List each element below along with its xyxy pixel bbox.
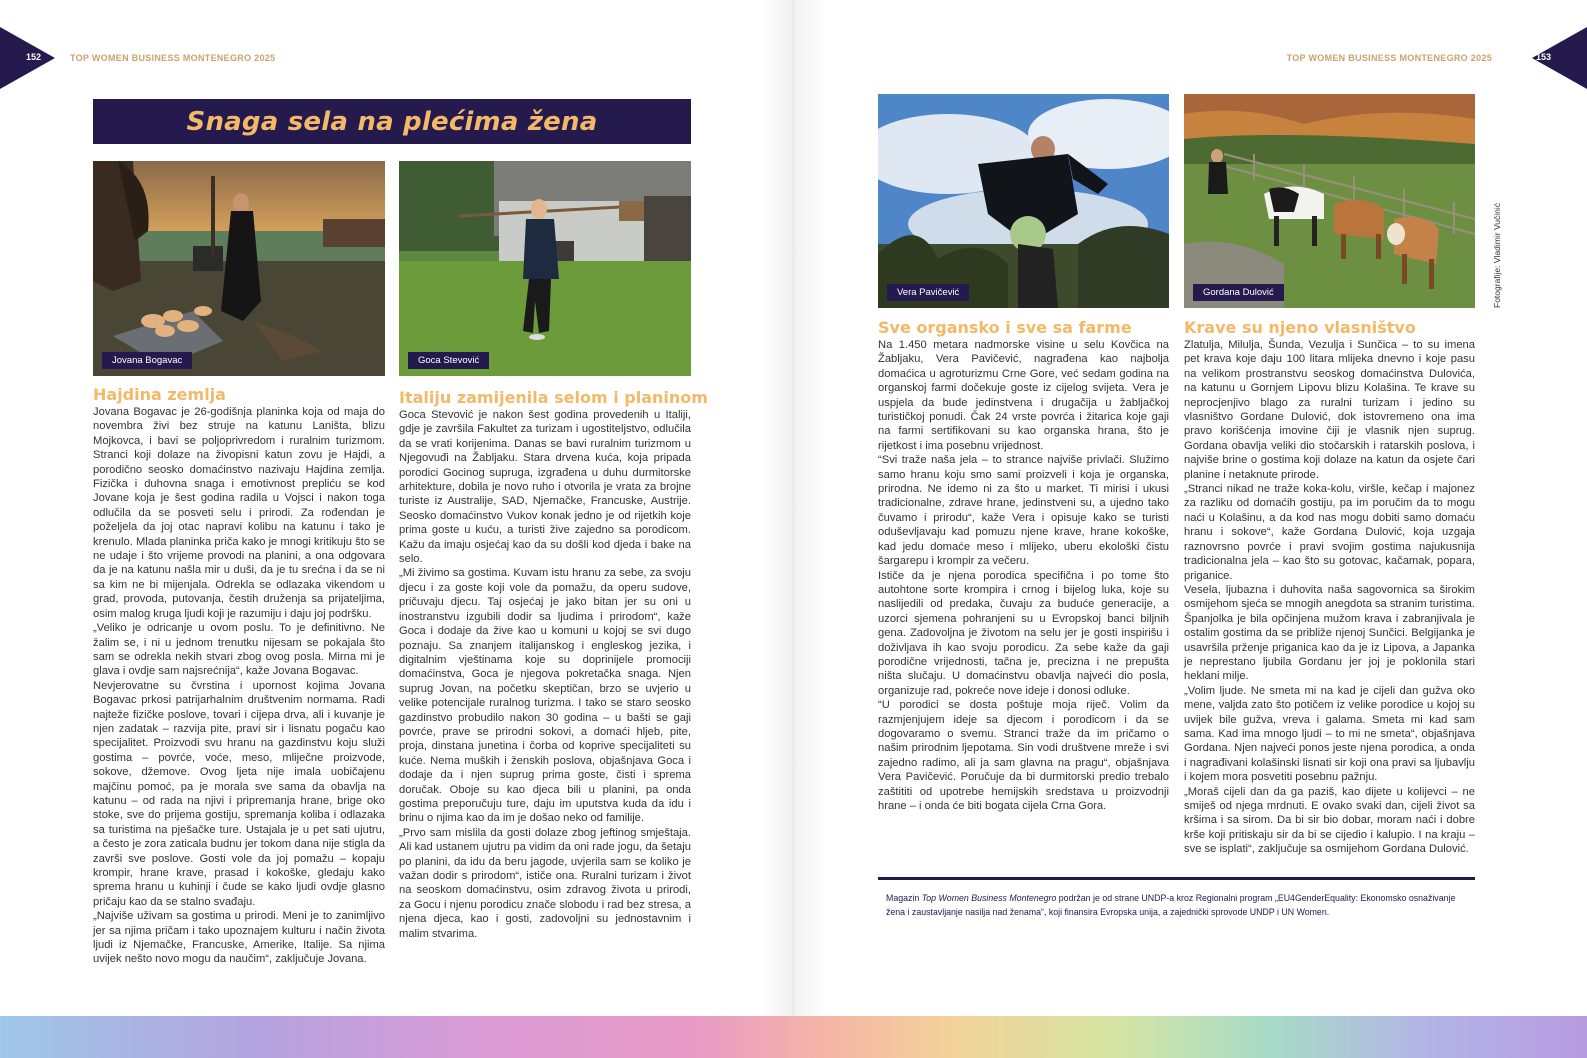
article-paragraph: „Prvo sam mislila da gosti dolaze zbog jeftinog smještaja. Ali kad ustanem ujutru pa vidim da oni rade jogu, da šetaju po planini, da idu da beru jagode, uvjerila sam se koliko je važan dodir s prirodom“, ističe ona. Ruralni turizam i život na seoskom domaćinstvu, osim zdravog života u prirodi, za Gocu i njenu porodicu znače slobodu i rad bez stresa, a njena djeca, kao i gosti, zadovoljni su jednostavnim i malim stvarima. bbox=[399, 826, 691, 940]
footnote-divider bbox=[878, 877, 1475, 880]
article-paragraph: Zlatulja, Milulja, Šunda, Vezulja i Sunčica – to su imena pet krava koje daju 100 litara mlijeka dnevno i koje pasu na velikom prostranstvu seoskog domaćinstva Dulovića, na katunu u Gornjem Lipovu blizu Kolašina. Te krave su neprocjenjivo blago za ruralni turizam i jedino su vlasništvo Gordane Dulović, dok istovremeno ona ima pravo korišćenja imovine čiji je vlasnik njen suprug. Gordana obavlja veliki dio stočarskih i ratarskih poslova, i najviše brine o gostima koji dolaze na katun da osjete čari planine i netaknute prirode. bbox=[1184, 339, 1475, 481]
article-title-bar bbox=[93, 99, 691, 144]
article-krave-su-njeno bbox=[1184, 319, 1475, 857]
photo-credit bbox=[1480, 200, 1502, 310]
article-italiju-zamijenila bbox=[399, 388, 708, 941]
footnote-text: podržan je od strane UNDP-a kroz Regionalni program „EU4GenderEquality: Ekonomsko osnaživanje žena i zaustavljanje nasilja nad ženama“, koji finansira Evropska unija, a zajednički sprovode UNDP i UN Women. bbox=[886, 893, 1456, 917]
article-paragraph: „Stranci nikad ne traže koka-kolu, viršle, kečap i majonez za razliku od domaćih gostiju, pa im poručim da to mogu naći u Kolašinu, a da kod nas mogu dobiti samo domaću hranu i sokove“, kaže Gordana Dulović, koja uzgaja raznovrsno povrće i pravi svojim gostima najukusnija tradicionalna jela – kao što su gotovac, kačamak, popara, priganice. bbox=[1184, 483, 1475, 582]
footnote-prefix: Magazin bbox=[886, 893, 922, 903]
article-heading: Krave su njeno vlasništvo bbox=[1184, 318, 1416, 337]
article-heading: Hajdina zemlja bbox=[93, 385, 226, 404]
article-heading: Italiju zamijenila selom i planinom bbox=[399, 388, 708, 407]
photo-caption: Goca Stevović bbox=[408, 352, 489, 369]
article-paragraph: Nevjerovatne su čvrstina i upornost kojima Jovana Bogavac prkosi patrijarhalnim društvenim normama. Radi najteže fizičke poslove, tovari i cijepa drva, ali i kuvanje je njen zadatak – razvija pite, pravi sir i lisnatu pogaču kao specijalitet. Proizvodi svu hranu na gazdinstvu koju služi gostima – povrće, voće, meso, mliječne proizvode, sokove, džemove. Ovog ljeta nije imala uobičajenu majčinu pomoć, pa je morala sve sama da obavlja na katunu – od rada na njivi i pripremanja hrane, brige oko stoke, sve do prijema gostiju, spremanja koliba i odlazaka sa turistima na pješačke ture. Ustajala je u pet sati ujutru, a često je zora zaticala budnu jer tokom dana nije stigla da završi sve poslove. Gosti vole da joj pomažu – kopaju krompir, hrane krave, prasad i kokoške, gledaju kako sprema hranu u kuhinji i čude se kako ljudi ovdje glasno pričaju kao da se stalno svađaju. bbox=[93, 679, 385, 908]
footnote-magazine-name: Top Women Business Montenegro bbox=[921, 893, 1057, 903]
footnote bbox=[886, 892, 1471, 919]
article-paragraph: Goca Stevović je nakon šest godina provedenih u Italiji, gdje je završila Fakultet za turizam i ugostiteljstvo, odlučila da se vrati korijenima. Danas se bavi ruralnim turizmom u Njegovuđi na Žabljaku. Stara drvena kuća, koja pripada porodici Gocinog supruga, izgrađena u duhu durmitorske arhitekture, dobila je novo ruho i otvorila je vrata za brojne turiste iz Australije, SAD, Njemačke, Francuske, Austrije. Seosko domaćinstvo Vukov konak jedno je od rijetkih koje prima goste u kuću, a turisti žive zajedno sa porodicom. Kažu da imaju osjećaj kao da su došli kod djeda i bake na selo. bbox=[399, 409, 691, 566]
article-paragraph: Ističe da je njena porodica specifična i po tome što autohtone sorte krompira i crnog i bijelog luka, koje su naslijedili od predaka, čuvaju za buduće generacije, a uzorci sjemena pohranjeni su u Evropskoj banci biljnih gena. Zadovoljna je životom na selu jer je gosti inspirišu i doživljava ih kao svoju porodicu. Za sebe kaže da gaji porodične vrijednosti, tačna je, precizna i ne prepušta ništa slučaju. U domaćinstvu obavlja najveći dio posla, organizuje rad, pokreće nove ideje i donosi odluke. bbox=[878, 569, 1169, 697]
photo-credit-text: Fotografije: Vladimir Vučinić bbox=[1492, 202, 1502, 308]
photo-gordana-dulovic bbox=[1184, 94, 1475, 308]
article-paragraph: „Veliko je odricanje u ovom poslu. To je definitivno. Ne žalim se, i ni u jednom trenutku nijesam se pokajala što sam se odrekla nekih stvari zbog ovog posla. Mirna mi je glava i ovdje sam najsrećnija“, kaže Jovana Bogavac. bbox=[93, 622, 385, 678]
article-paragraph: “Svi traže naša jela – to strance najviše privlači. Služimo samo hranu koju smo sami proizveli i koja je organska, prirodna. Ne idemo ni za što u market. Ti mirisi i ukusi tradicionalne, zdrave hrane, jedinstveni su, a ujedno tako čuvamo i prirodu“, kaže Vera i opisuje kako se turisti oduševljavaju kad pomuzu njene krave, hrane kokoške, kad jedu domaće meso i mlijeko, uberu ekološki čistu šargarepu i krompir za večeru. bbox=[878, 454, 1169, 568]
article-title: Snaga sela na plećima žena bbox=[186, 106, 598, 137]
article-hajdina-zemlja bbox=[93, 386, 385, 967]
article-heading: Sve organsko i sve sa farme bbox=[878, 318, 1132, 337]
photo-caption: Gordana Dulović bbox=[1193, 284, 1284, 301]
article-paragraph: Na 1.450 metara nadmorske visine u selu Kovčica na Žabljaku, Vera Pavičević, nagrađena kao najbolja domaćica u agroturizmu Crne Gore, već sedam godina na organskoj farmi dočekuje goste iz cijelog svijeta. Vera je uspjela da bude jedinstvena i drugačija u žabljačkoj turističkoj ponudi. Čak 24 vrste povrća i žitarica koje gaji na farmi sertifikovani su kao organska hrana, što je rijetkost i ima posebnu vrijednost. bbox=[878, 339, 1169, 452]
article-paragraph: “U porodici se dosta poštuje moja riječ. Volim da razmjenjujem ideje sa djecom i porodicom i da se dogovaramo o svemu. Stranci traže da im pričamo o našim prirodnim ljepotama. Sin vodi društvene mreže i svi zajedno radimo, ali ja sam glavna na pragu“, objašnjava Vera Pavičević. Poručuje da bi durmitorski predio trebalo zaštititi od upotrebe hemijskih sredstava u proizvodnji hrane – i onda će biti bogata cijela Crna Gora. bbox=[878, 699, 1169, 812]
spine-shadow bbox=[760, 0, 827, 1058]
running-head: TOP WOMEN BUSINESS MONTENEGRO 2025 bbox=[1286, 53, 1492, 63]
page-number: 152 bbox=[26, 52, 42, 62]
photo-caption: Vera Pavičević bbox=[887, 284, 969, 301]
photo-vera-pavicevic bbox=[878, 94, 1169, 308]
left-page bbox=[0, 0, 793, 1058]
article-paragraph: „Mi živimo sa gostima. Kuvam istu hranu za sebe, za svoju djecu i za goste koji vole da pomažu, da operu sudove, pričuvaju djecu. Taj osjećaj je jako bitan jer su oni u inostranstvu izgubili dodir sa ljudima i prirodom“, kaže Goca i dodaje da žive kao u komuni u kojoj se svi dugo poznaju. Sa znanjem italijanskog i engleskog jezika, i digitalnim vještinama koje su doprinijele promociji domaćinstva, Goca je njegova pokretačka snaga. Njen suprug Jovan, na početku skeptičan, brzo se uvjerio u velike potencijale ruralnog turizma. I tako se staro seosko gazdinstvo probudilo nakon 30 godina – u bašti se gaji povrće, prave se prirodni sokovi, a domaći hljeb, pite, proja, dinstana junetina i čorba od koprive specijaliteti su kuće. Nema muških i ženskih poslova, objašnjava Goca i dodaje da i njen suprug prima goste, čisti i sprema doručak. Oboje su kao djeca bili u planini, pa onda gostima preporučuju ture, daju im uputstva kuda da idu i brinu o njima kao da im je došao neko od familije. bbox=[399, 567, 691, 825]
rainbow-band bbox=[0, 1016, 1587, 1058]
page-number: 153 bbox=[1535, 52, 1551, 62]
article-paragraph: „Najviše uživam sa gostima u prirodi. Meni je to zanimljivo jer sa njima pričam i tako upoznajem kulturu i način života ljudi iz Njemačke, Francuske, Amerike, Italije. Sa njima uvijek nešto novo mogu da naučim“, zaključuje Jovana. bbox=[93, 910, 385, 966]
photo-caption: Jovana Bogavac bbox=[102, 352, 192, 369]
article-paragraph: Vesela, ljubazna i duhovita naša sagovornica sa širokim osmijehom sjeća se mnogih anegdota sa stranim turistima. Španjolka je bila opčinjena mužom krava i zabranjivala je ostalim gostima da se približe njenoj Sunčici. Belgijanka je usavršila prženje priganica kao da je iz Lipova, a Japanka je neprestano ljubila Gordanu jer joj je poklonila stari heklani milje. bbox=[1184, 583, 1476, 683]
photo-goca-stevovic bbox=[399, 161, 691, 376]
article-paragraph: Jovana Bogavac je 26-godišnja planinka koja od maja do novembra živi bez struje na katunu Laništa, blizu Mojkovca, i bavi se poljoprivredom i ruralnim turizmom. Stranci koji dolaze na živopisni katun zovu je Hajdi, a porodično seosko domaćinstvo nazivaju Hajdina zemlja. Fizička i duhovna snaga i emotivnost prepliću se kod Jovane koja je šest godina radila u Vojsci i nakon toga odlučila da se posveti selu i prirodi. Za rođendan je poželjela da joj otac napravi kolibu na katunu i tako je krenulo. Mlada planinka priča kako je mnogi kritikuju što se ne udaje i što vrijeme provodi na planini, a ona odgovara da je na katunu našla mir u duši, da je tu srećna i da se ni sa kim ne bi mijenjala. Odrekla se odlazaka vikendom u grad, provoda, putovanja, čestih druženja sa prijateljima, osim malog kruga ljudi koji je razumiju i daju joj podršku. bbox=[93, 406, 385, 620]
article-paragraph: „Moraš cijeli dan da ga paziš, kao dijete u kolijevci – ne smiješ od njega mrdnuti. E ovako svaki dan, cijeli život sa kršima i sa sirom. Da bi sir bio dobar, moram naći i dobre krše koji pritiskaju sir da bi se cijedio i kalupio. I na kraju – sve se isplati“, zaključuje sa osmijehom Gordana Dulović. bbox=[1184, 785, 1475, 856]
photo-jovana-bogavac bbox=[93, 161, 385, 376]
article-paragraph: „Volim ljude. Ne smeta mi na kad je cijeli dan gužva oko mene, valjda zato što potičem iz velike porodice u kojoj su uvijek bile gužva, vreva i galama. Smeta mi kad sam sama. Kad ima mnogo ljudi – to mi ne smeta“, objašnjava Gordana. Njen najveći ponos jeste njena porodica, a onda i nagrađivani kolašinski lisnati sir koji ona pravi sa ljubavlju i kojem mora posvetiti posebnu pažnju. bbox=[1184, 684, 1475, 784]
article-sve-organsko bbox=[878, 319, 1169, 813]
running-head: TOP WOMEN BUSINESS MONTENEGRO 2025 bbox=[70, 53, 276, 63]
